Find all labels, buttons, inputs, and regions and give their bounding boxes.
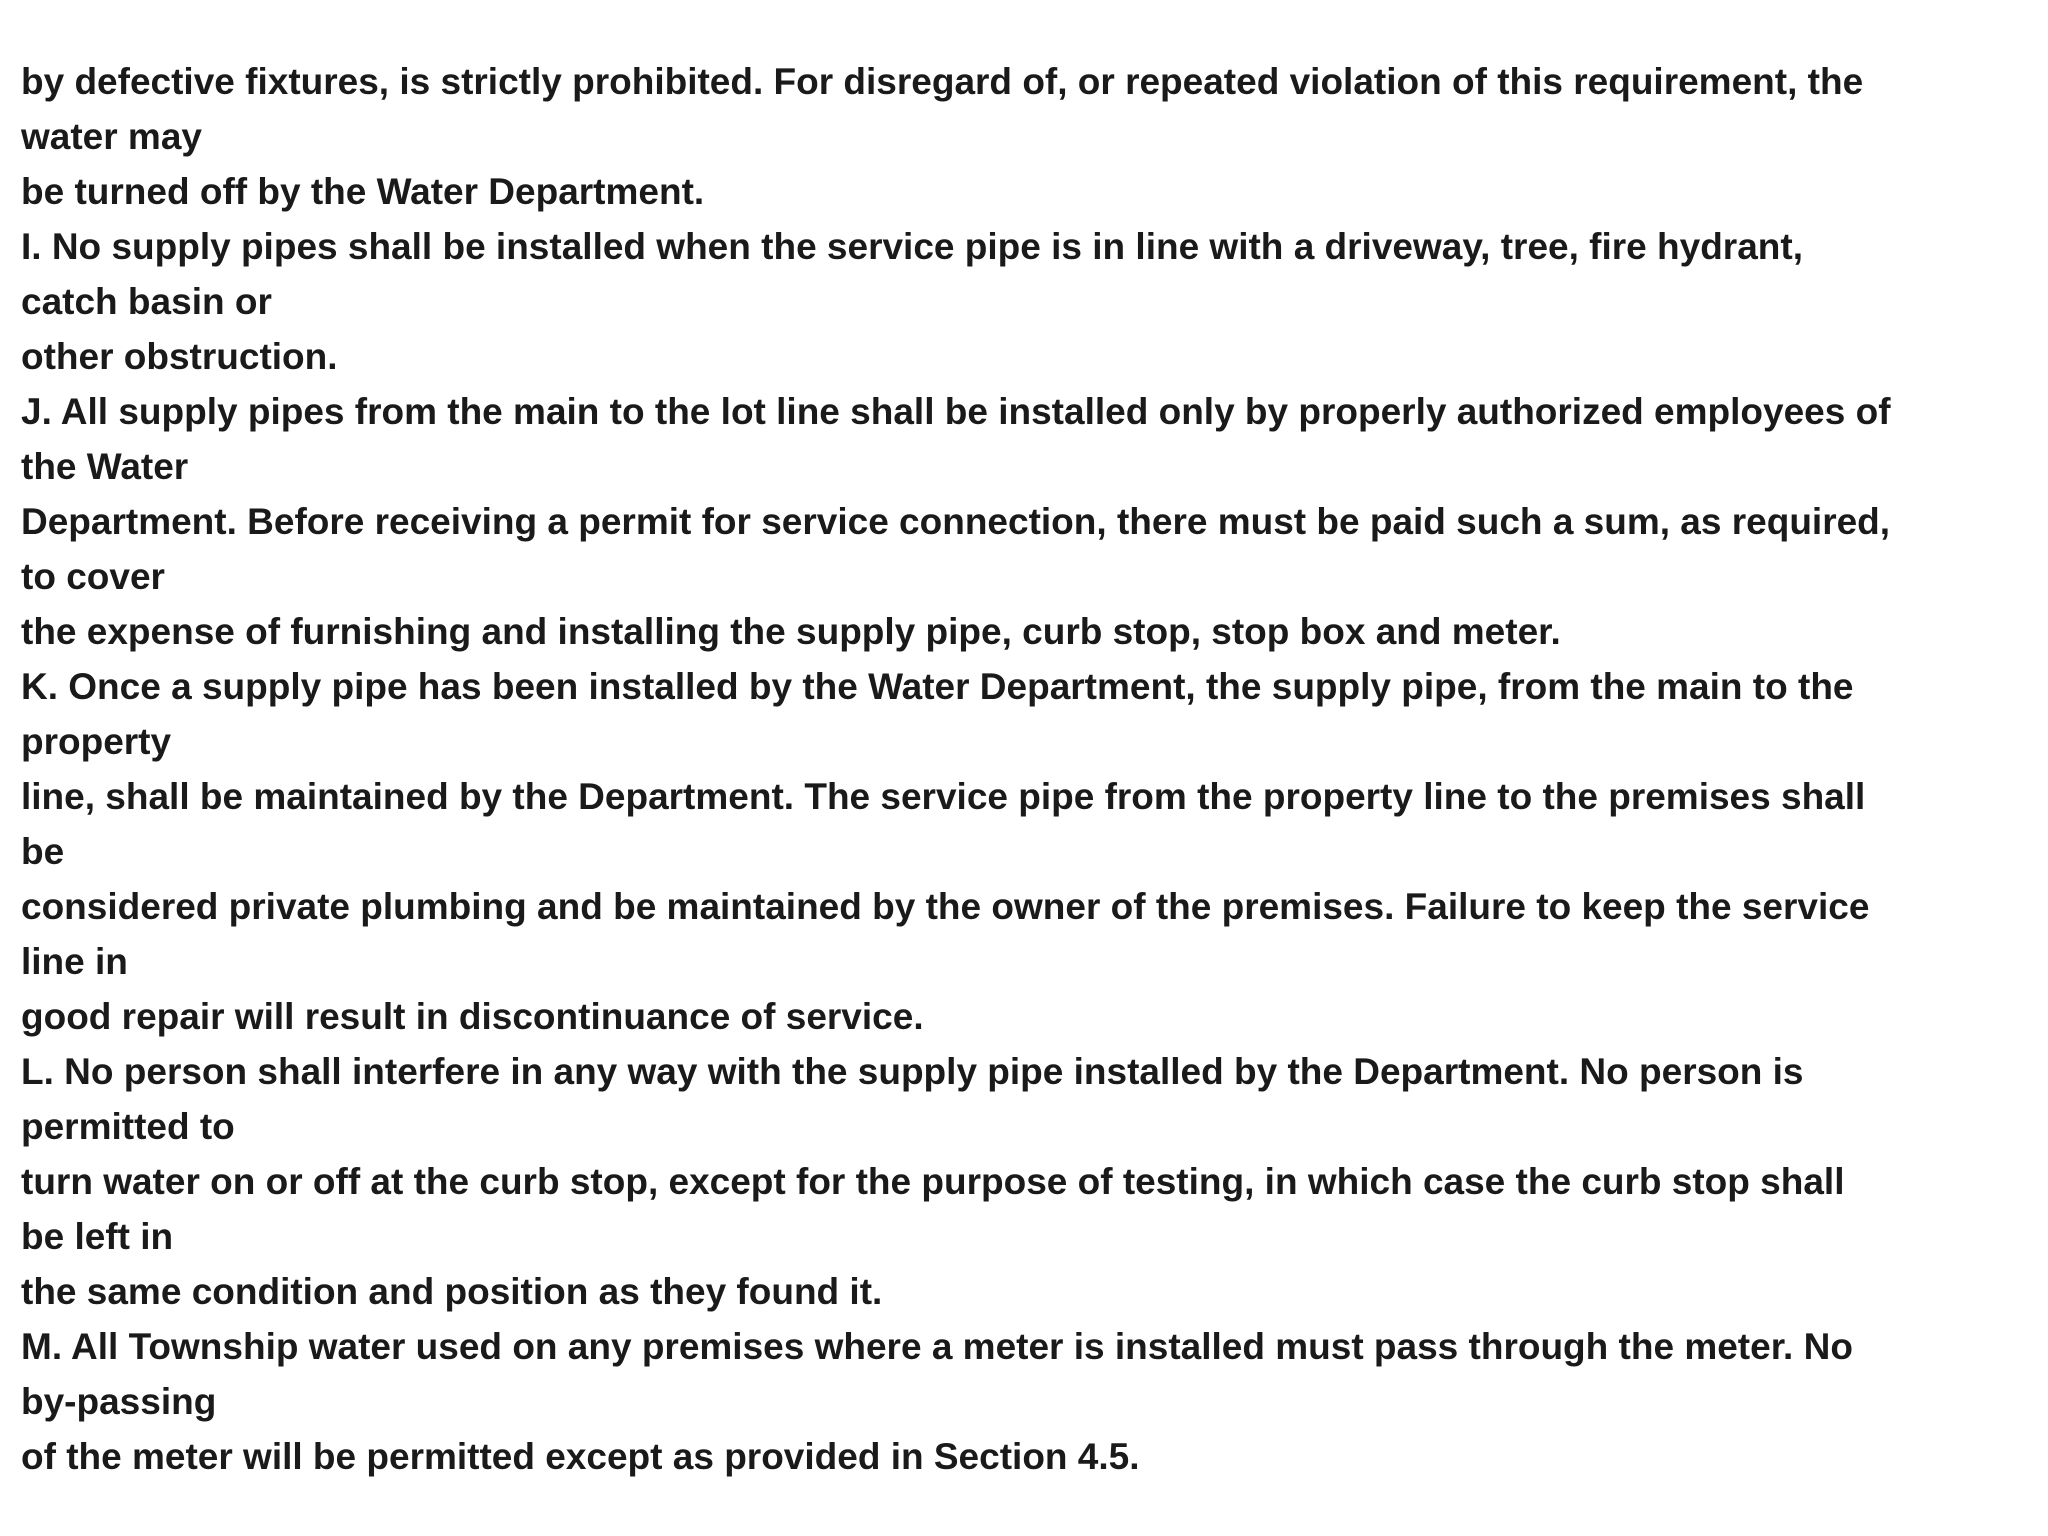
text-line: K. Once a supply pipe has been installed by the Water Department, the supply pipe, from the main to the <box>21 666 1854 707</box>
text-line: turn water on or off at the curb stop, except for the purpose of testing, in which case the curb stop shall <box>21 1161 1845 1202</box>
text-line: considered private plumbing and be maintained by the owner of the premises. Failure to keep the service <box>21 886 1870 927</box>
text-line: the expense of furnishing and installing the supply pipe, curb stop, stop box and meter. <box>21 611 1561 652</box>
text-line: line, shall be maintained by the Department. The service pipe from the property line to the premises shall <box>21 776 1866 817</box>
text-line: by defective fixtures, is strictly prohibited. For disregard of, or repeated violation of this requirement, the <box>21 61 1864 102</box>
text-line: other obstruction. <box>21 336 338 377</box>
text-line: property <box>21 721 172 762</box>
text-line: good repair will result in discontinuance of service. <box>21 996 924 1037</box>
text-line: M. All Township water used on any premises where a meter is installed must pass through the meter. No <box>21 1326 1853 1367</box>
text-line: by-passing <box>21 1381 217 1422</box>
text-line: permitted to <box>21 1106 235 1147</box>
text-line: the same condition and position as they found it. <box>21 1271 883 1312</box>
text-line: catch basin or <box>21 281 272 322</box>
text-line: be turned off by the Water Department. <box>21 171 705 212</box>
text-line: be left in <box>21 1216 174 1257</box>
document-body <box>21 54 2031 1484</box>
text-line: Department. Before receiving a permit for service connection, there must be paid such a sum, as required, <box>21 501 1891 542</box>
text-line: I. No supply pipes shall be installed when the service pipe is in line with a driveway, tree, fire hydrant, <box>21 226 1803 267</box>
text-line: water may <box>21 116 202 157</box>
text-line: line in <box>21 941 128 982</box>
text-line: the Water <box>21 446 189 487</box>
text-line: be <box>21 831 65 872</box>
text-line: of the meter will be permitted except as provided in Section 4.5. <box>21 1436 1140 1477</box>
text-line: J. All supply pipes from the main to the lot line shall be installed only by properly authorized employees of <box>21 391 1891 432</box>
text-line: L. No person shall interfere in any way with the supply pipe installed by the Department. No person is <box>21 1051 1804 1092</box>
text-line: to cover <box>21 556 165 597</box>
